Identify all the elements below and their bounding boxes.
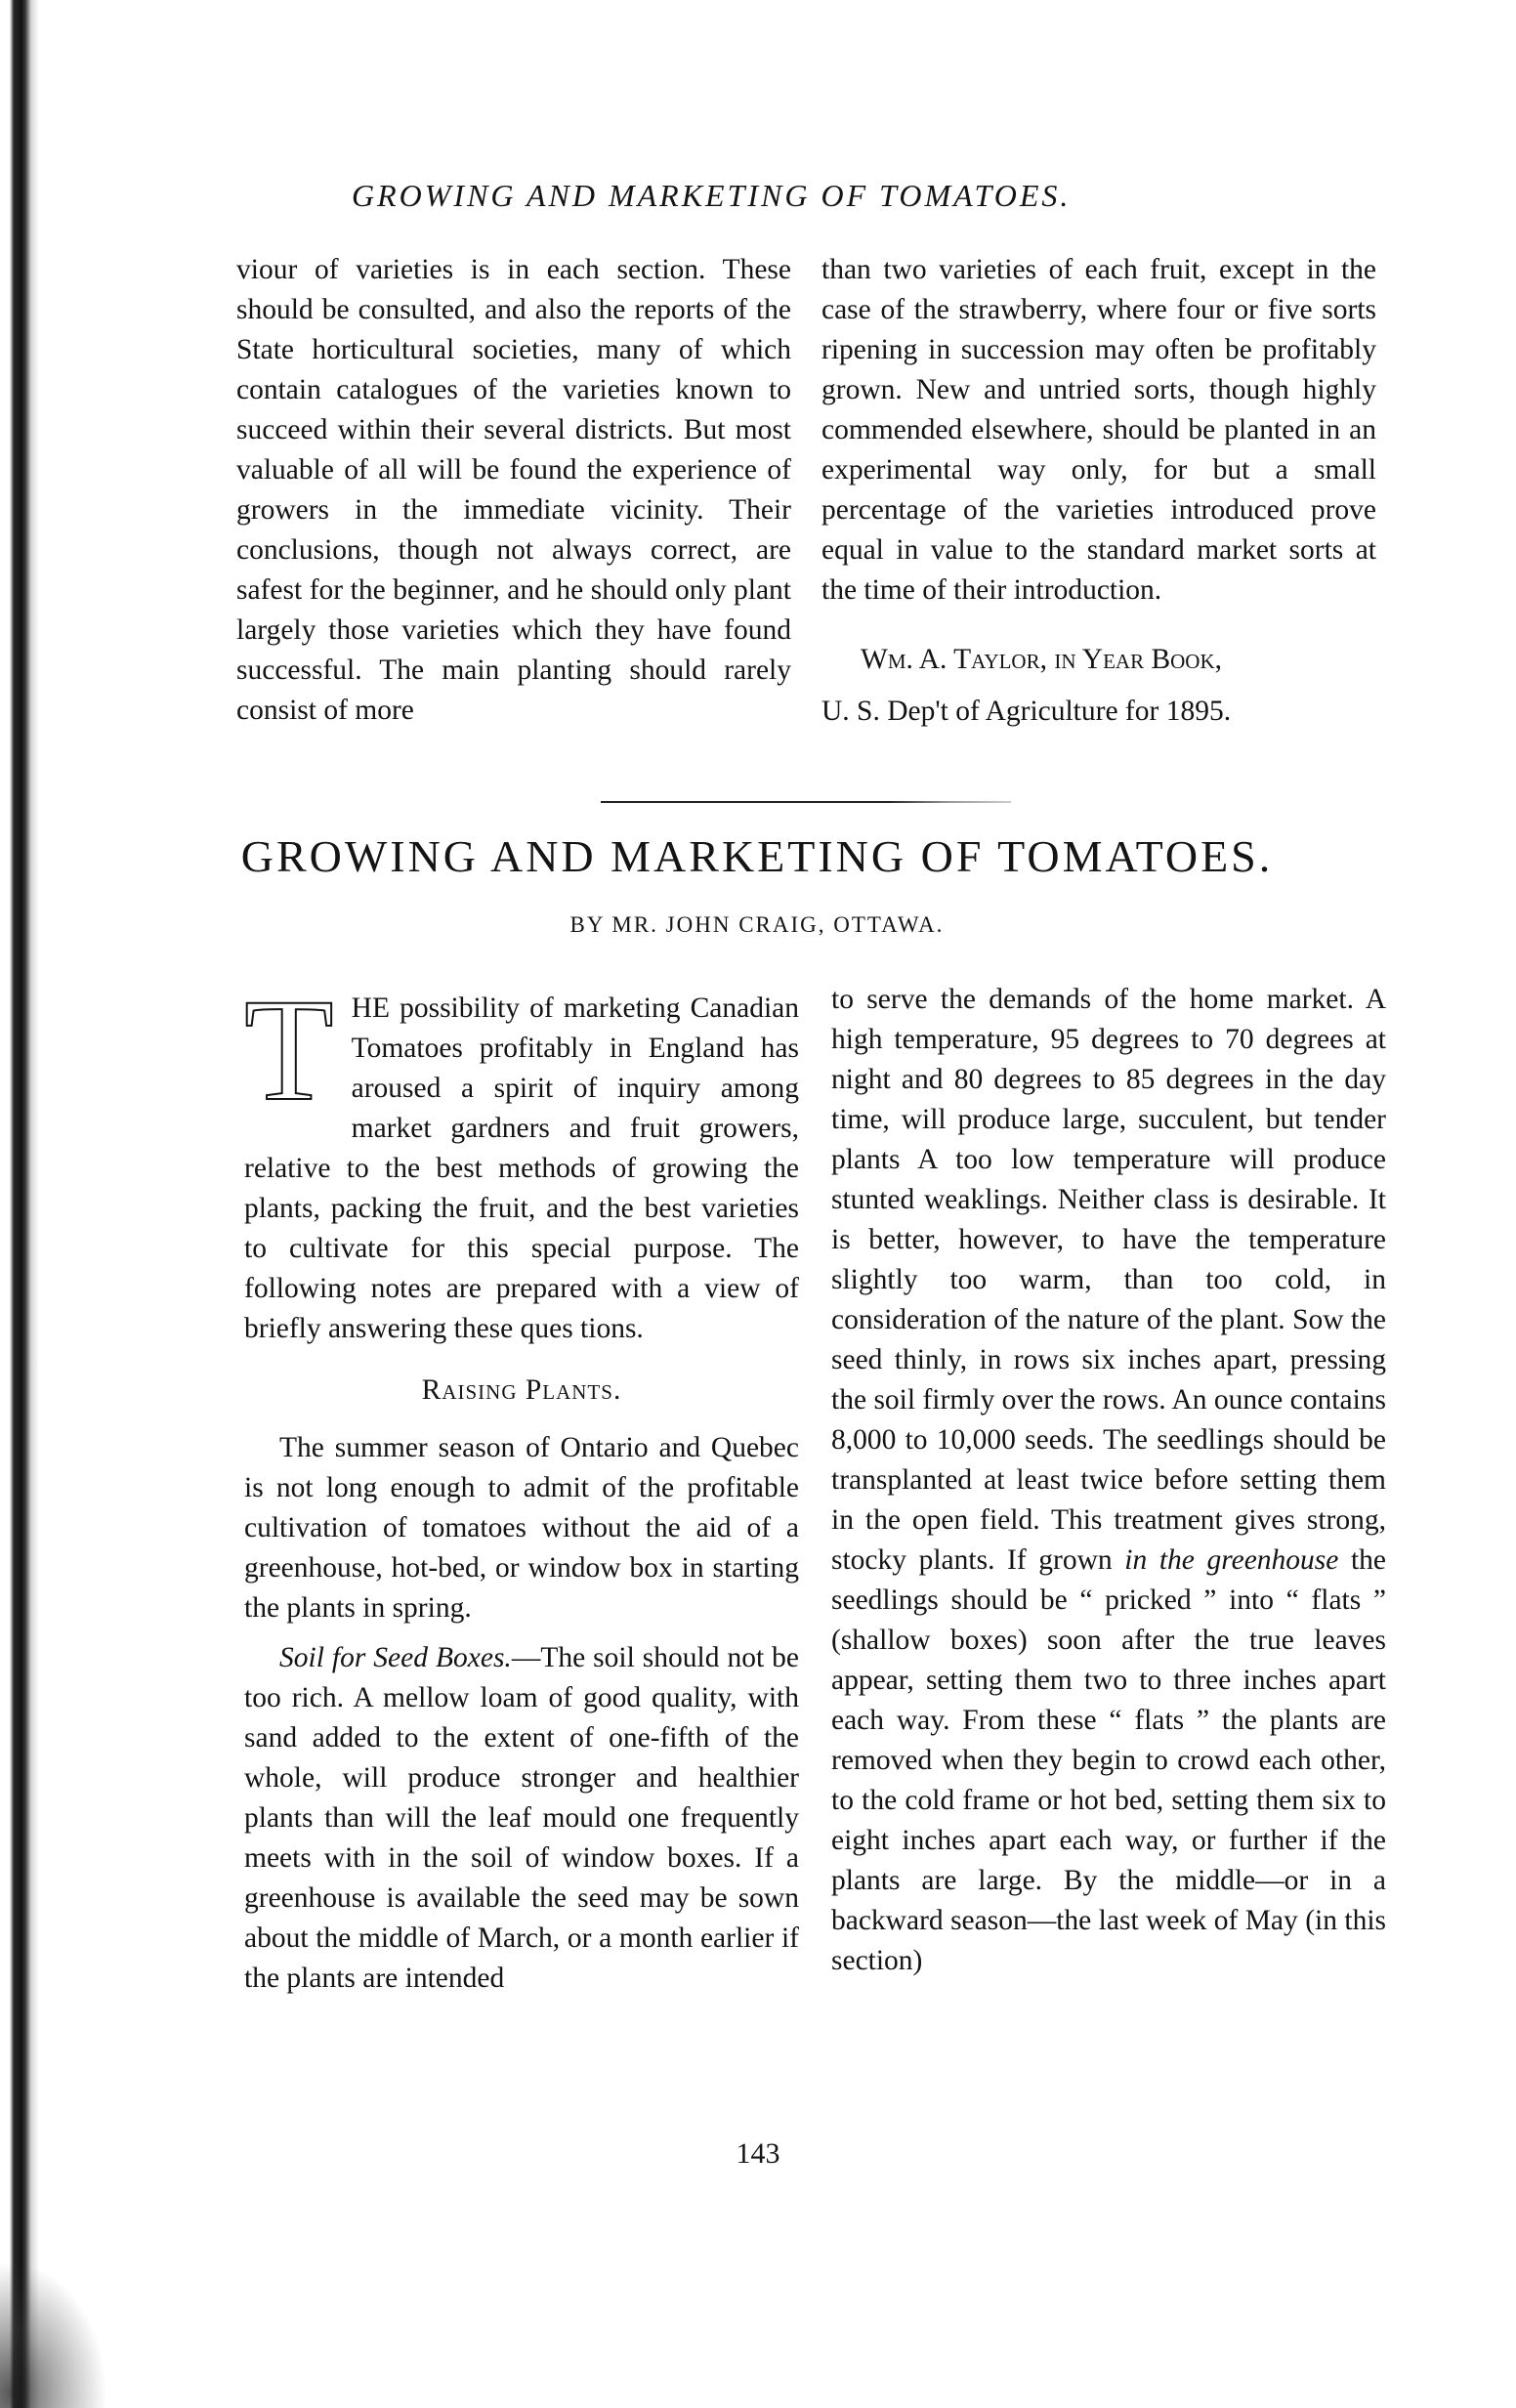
signature-line-2: U. S. Dep't of Agriculture for 1895. (821, 696, 1232, 727)
page-number: 143 (736, 2137, 780, 2170)
signature-line-1: Wm. A. Taylor, in Year Book, (861, 644, 1222, 675)
right-text-italic: in the greenhouse (1124, 1544, 1339, 1576)
right-text-part-2: the seedlings should be “ pricked ” into “ flats ” (shallow boxes) soon after the true leaves appear, setting them two to three inches apart each way. From these “ flats ” the plants are removed when they begin to crowd each other, to the cold frame or hot bed, setting them six to eight inches apart each way, or further if the plants are large. By the middle—or in a backward season—the last week of May (in this section) (831, 1544, 1387, 1976)
running-head: GROWING AND MARKETING OF TOMATOES. (352, 178, 1072, 213)
section-heading: Raising Plants. (421, 1374, 622, 1406)
bottom-right-column (831, 980, 1386, 1981)
article-title: GROWING AND MARKETING OF TOMATOES. (240, 831, 1274, 881)
top-left-column (236, 250, 791, 731)
top-left-paragraph: viour of varieties is in each section. These should be consulted, and also the reports of the State horticultural societies, many of which contain catalogues of the varieties known to succeed within their several districts. But most valuable of all will be found the experience of growers in the immediate vicinity. Their conclusions, though not always correct, are safest for the beginner, and he should only plant largely those varieties which they have found successful. The main planting should rarely consist of more (236, 254, 791, 726)
top-right-column (821, 250, 1376, 732)
soil-text: —The soil should not be too rich. A mellow loam of good quality, with sand added to the extent of one-fifth of the whole, will produce stronger and healthier plants than will the leaf mould one frequently meets with in the soil of window boxes. If a greenhouse is available the seed may be sown about the middle of March, or a month earlier if the plants are intended (244, 1642, 799, 1994)
top-right-paragraph: than two varieties of each fruit, except in the case of the strawberry, where four or five sorts ripening in succession may often be profitably grown. New and untried sorts, though highly commended elsewhere, should be planted in an experimental way only, for but a small percentage of the varieties introduced prove equal in value to the standard market sorts at the time of their introduction. (821, 254, 1376, 606)
right-column-paragraph (831, 980, 1386, 1981)
intro-paragraph (244, 969, 799, 1349)
intro-text: HE possibility of marketing Canadian Tomatoes profitably in England has aroused a spirit of inquiry among market gardners and fruit growers, relative to the best methods of growing the plants, packing the fruit, and the best varieties to cultivate for this special purpose. The following notes are prepared with a view of briefly answering these ques tions. (244, 993, 799, 1344)
drop-cap: T (244, 969, 334, 1131)
byline: BY MR. JOHN CRAIG, OTTAWA. (569, 912, 945, 937)
right-text-part-1: to serve the demands of the home market. A high temperature, 95 degrees to 70 degrees at night and 80 degrees to 85 degrees in the day time, will produce large, succulent, but tender plants A too low temperature will produce stunted weaklings. Neither class is desirable. It is better, however, to have the temperature slightly too warm, than too cold, in consideration of the nature of the plant. Sow the seed thinly, in rows six inches apart, pressing the soil firmly over the rows. An ounce contains 8,000 to 10,000 seeds. The seedlings should be transplanted at least twice before setting them in the open field. This treatment gives strong, stocky plants. If grown (831, 984, 1386, 1576)
soil-heading: Soil for Seed Boxes. (279, 1642, 512, 1673)
binding-shadow (0, 2261, 107, 2408)
section-divider (601, 801, 1011, 803)
bottom-left-column (244, 969, 799, 1999)
binding-edge (0, 0, 39, 2408)
summer-paragraph: The summer season of Ontario and Quebec is not long enough to admit of the profitable cultivation of tomatoes without the aid of a greenhouse, hot-bed, or window box in starting the plants in spring. (244, 1432, 799, 1624)
soil-paragraph (244, 1638, 799, 1999)
